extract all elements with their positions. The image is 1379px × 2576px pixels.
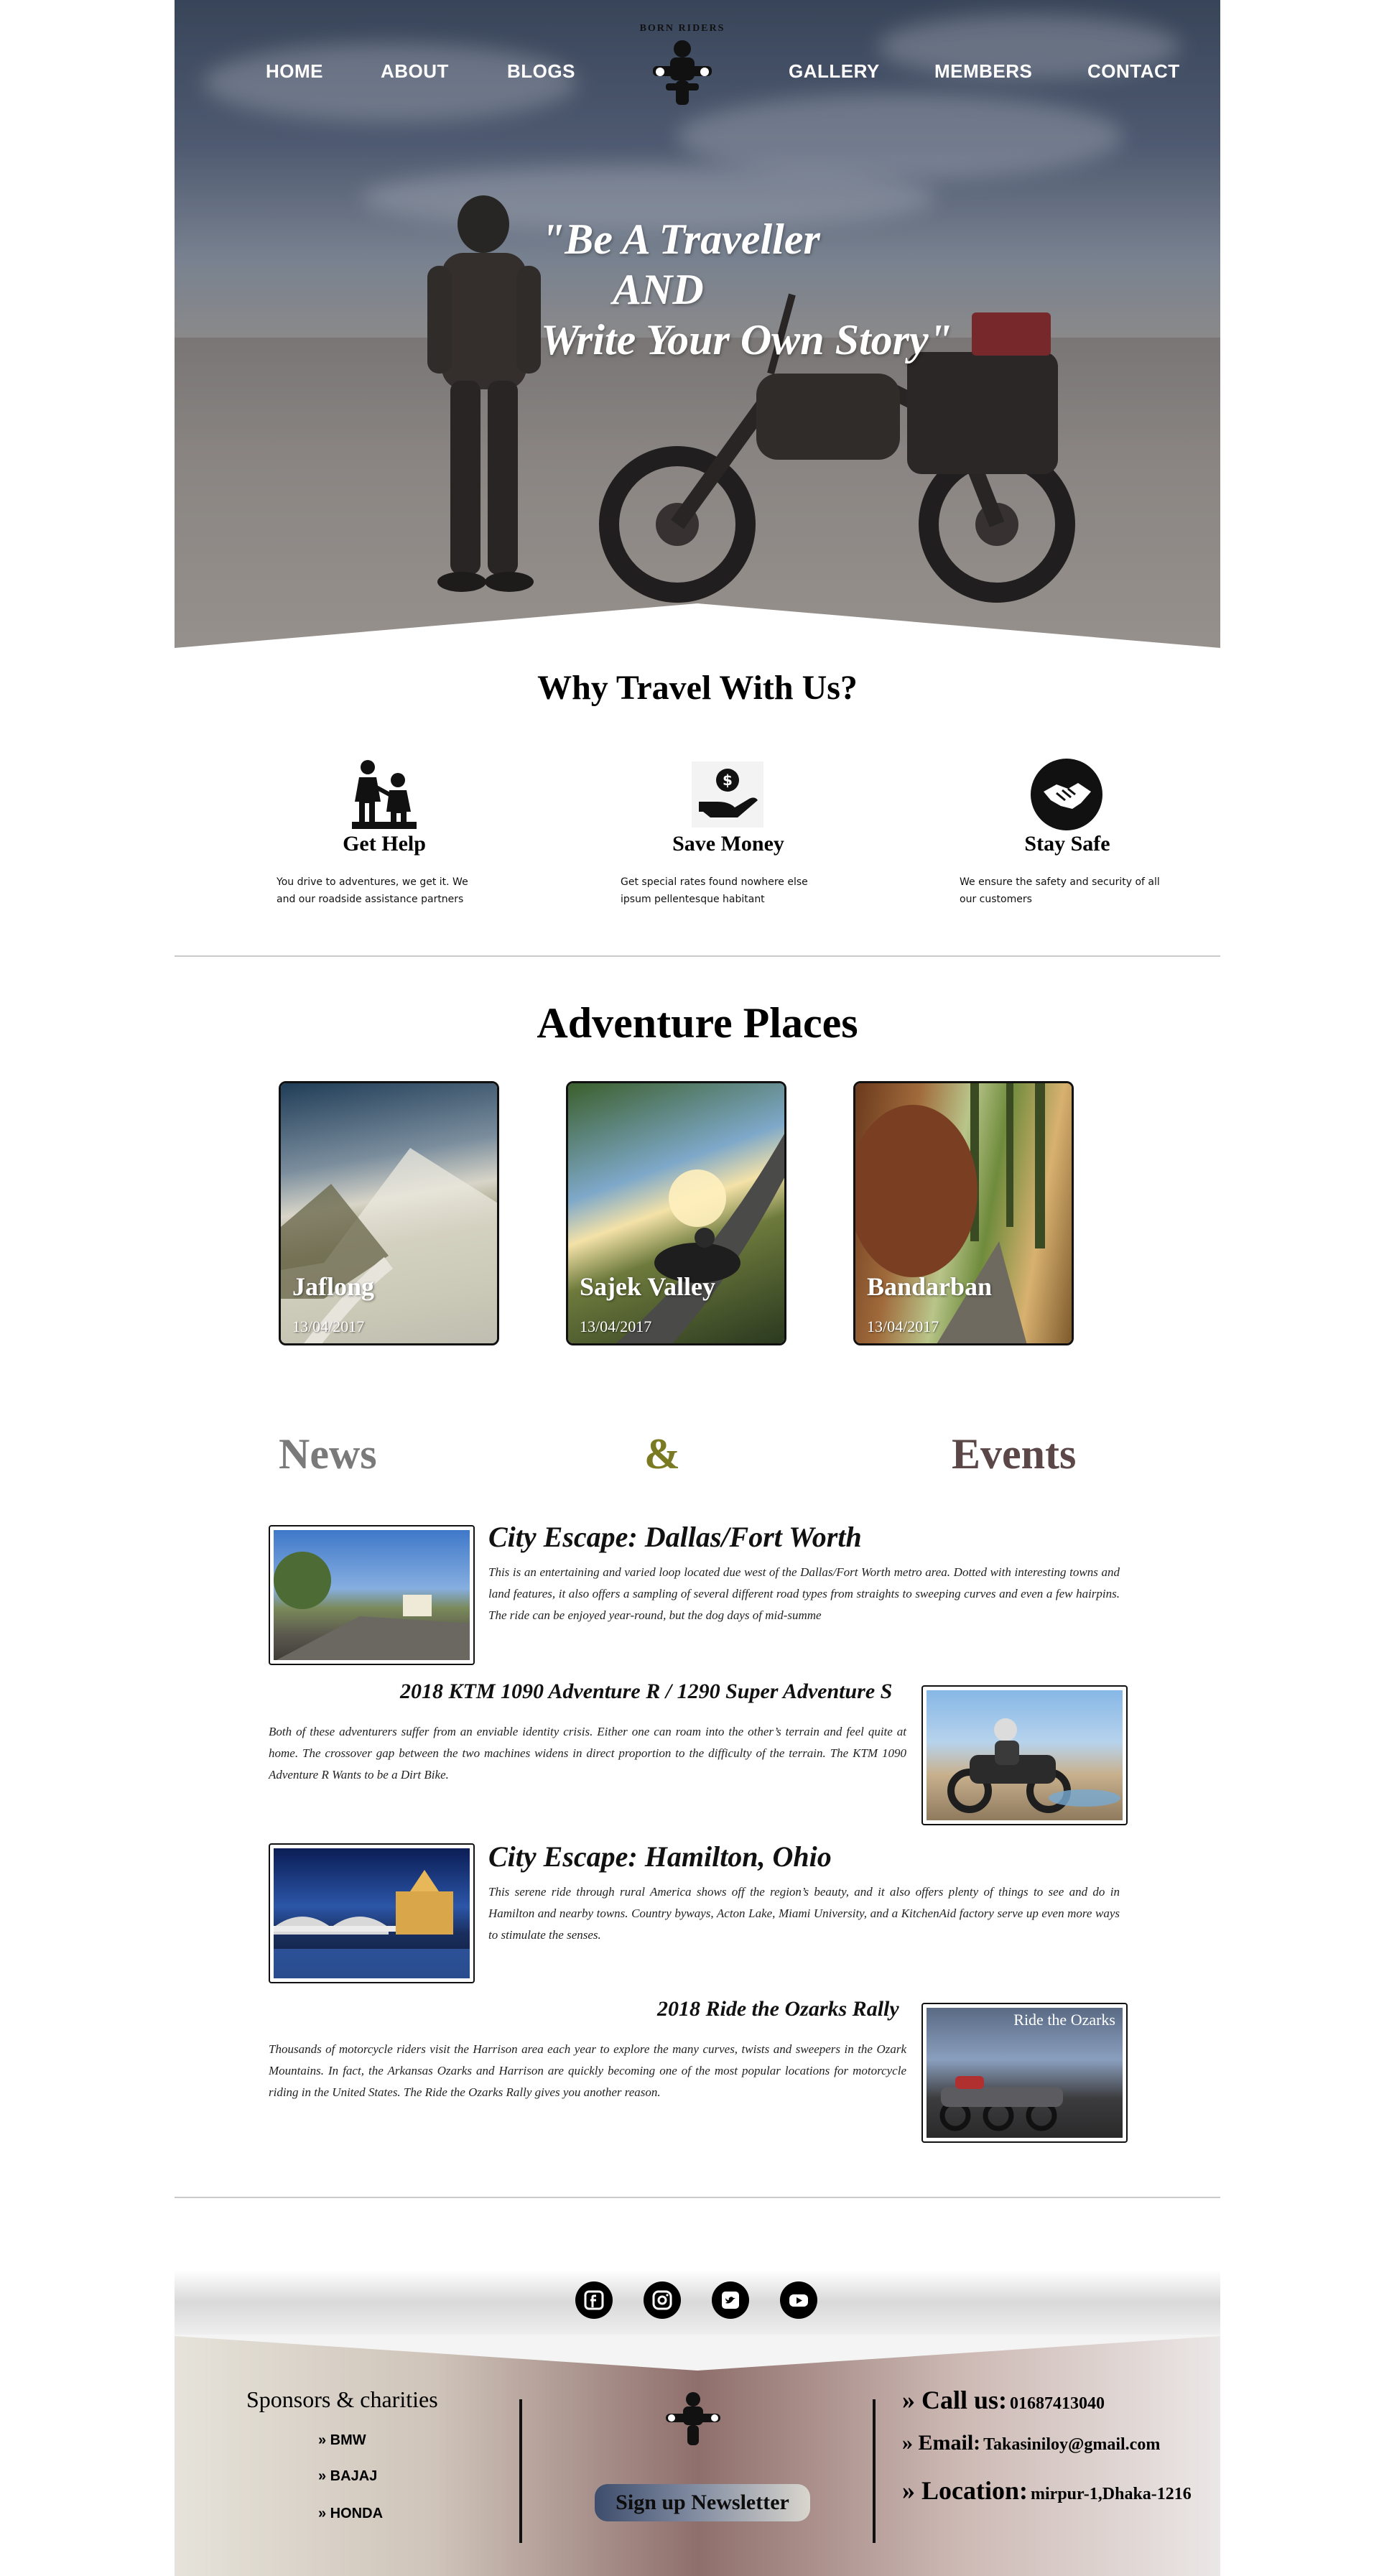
news-title[interactable]: City Escape: Dallas/Fort Worth [488, 1521, 862, 1553]
hero-quote-line-3: Write Your Own Story" [541, 316, 952, 363]
section-divider [175, 2197, 1220, 2198]
location-label: » Location: [902, 2476, 1028, 2505]
place-name: Sajek Valley [580, 1272, 716, 1301]
news-image-hamilton[interactable] [269, 1843, 475, 1983]
social-band [175, 2270, 1220, 2342]
sponsor-link-honda[interactable]: » HONDA [318, 2506, 384, 2521]
nav-blogs[interactable]: BLOGS [507, 60, 575, 82]
sponsors-title: Sponsors & charities [246, 2386, 438, 2412]
news-text: This serene ride through rural America shows off the region’s beauty, and it also offers plenty of things to see and do in Hamilton and nearby towns. Country byways, Acton Lake, Miami University, and a KitchenAid factory serve up even more ways to stimulate the senses. [488, 1885, 1120, 1942]
location-value: mirpur-1,Dhaka-1216 [1031, 2485, 1192, 2503]
handshake-icon [1028, 759, 1105, 830]
place-image [855, 1083, 1072, 1343]
place-image [281, 1083, 497, 1343]
email-value[interactable]: Takasiniloy@gmail.com [983, 2435, 1161, 2454]
contact-email [902, 2431, 1160, 2455]
news-image-ktm[interactable] [921, 1685, 1128, 1825]
news-heading-events: Events [952, 1430, 1077, 1478]
nav-about[interactable]: ABOUT [381, 60, 449, 82]
hero-quote [541, 214, 952, 365]
svg-text:$: $ [723, 772, 733, 789]
place-card-sajek-valley[interactable] [566, 1081, 786, 1345]
sponsor-link-bajaj[interactable]: » BAJAJ [318, 2468, 378, 2484]
site-footer [175, 2335, 1220, 2576]
nav-home[interactable]: HOME [266, 60, 323, 82]
feature-title: Get Help [343, 832, 426, 856]
place-card-jaflong[interactable] [279, 1081, 499, 1345]
email-label: » Email: [902, 2431, 981, 2455]
newsletter-signup-button[interactable]: Sign up Newsletter [595, 2484, 810, 2521]
news-heading-amp: & [644, 1430, 680, 1478]
hero-quote-line-1: "Be A Traveller [541, 216, 820, 263]
news-text: This is an entertaining and varied loop located due west of the Dallas/Fort Worth metro area. Dotted with interesting towns and land features, it also offers a sampling of several different road types from straights to sweeping curves and even a few hairpins. The ride can be enjoyed year-round, but the dog days of mid-summe [488, 1565, 1120, 1622]
news-image-ozarks[interactable] [921, 2003, 1128, 2143]
feature-title: Save Money [672, 832, 784, 856]
brand-logo[interactable] [628, 22, 736, 111]
news-title[interactable]: 2018 KTM 1090 Adventure R / 1290 Super Adventure S [400, 1680, 893, 1703]
place-name: Jaflong [292, 1272, 375, 1301]
nav-gallery[interactable]: GALLERY [789, 60, 880, 82]
adventure-title: Adventure Places [537, 999, 858, 1047]
news-heading-news: News [279, 1430, 377, 1478]
news-title[interactable]: 2018 Ride the Ozarks Rally [657, 1997, 899, 2021]
feature-desc: We ensure the safety and security of all our customers [960, 876, 1160, 905]
feature-desc: You drive to adventures, we get it. We and our roadside assistance partners [277, 876, 468, 905]
instagram-icon[interactable] [644, 2281, 681, 2319]
contact-call [902, 2385, 1105, 2415]
footer-divider [873, 2399, 876, 2543]
place-name: Bandarban [867, 1272, 993, 1301]
nav-contact[interactable]: CONTACT [1087, 60, 1180, 82]
place-date: 13/04/2017 [580, 1317, 652, 1335]
place-date: 13/04/2017 [867, 1317, 939, 1335]
money-hand-icon [689, 759, 766, 830]
help-people-icon [345, 759, 422, 830]
place-card-bandarban[interactable] [853, 1081, 1074, 1345]
motorbike-logo-icon [657, 2389, 729, 2447]
footer-divider [519, 2399, 522, 2543]
hero-banner [175, 0, 1220, 654]
ozarks-poster-text: Ride the Ozarks [1013, 2011, 1115, 2029]
place-image [568, 1083, 784, 1343]
contact-location [902, 2475, 1192, 2506]
call-value[interactable]: 01687413040 [1010, 2394, 1105, 2413]
why-title: Why Travel With Us? [537, 669, 858, 707]
feature-title: Stay Safe [1024, 832, 1110, 856]
nav-members[interactable]: MEMBERS [934, 60, 1033, 82]
sponsor-link-bmw[interactable]: » BMW [318, 2432, 366, 2448]
youtube-icon[interactable] [780, 2281, 817, 2319]
section-divider [175, 955, 1220, 957]
news-text: Thousands of motorcycle riders visit the Harrison area each year to explore the many curves, twists and sweepers in the Ozark Mountains. In fact, the Arkansas Ozarks and Harrison are quickly becoming one of the most popular locations for motorcycle riding in the United States. The Ride the Ozarks Rally gives you another reason. [269, 2042, 906, 2099]
news-title[interactable]: City Escape: Hamilton, Ohio [488, 1840, 832, 1873]
feature-desc: Get special rates found nowhere else ipsum pellentesque habitant [621, 876, 808, 905]
page [175, 0, 1220, 2576]
twitter-icon[interactable] [712, 2281, 749, 2319]
motorbike-logo-icon [649, 36, 716, 108]
call-label: » Call us: [902, 2386, 1008, 2414]
facebook-icon[interactable] [575, 2281, 613, 2319]
place-date: 13/04/2017 [292, 1317, 365, 1335]
news-image-dallas[interactable] [269, 1525, 475, 1665]
logo-text: BORN RIDERS [639, 23, 725, 34]
hero-quote-line-2: AND [613, 266, 704, 313]
news-text: Both of these adventurers suffer from an enviable identity crisis. Either one can roam into the other’s terrain and feel quite at home. The crossover gap between the two machines widens in direct proportion to the difficulty of the terrain. The KTM 1090 Adventure R Wants to be a Dirt Bike. [269, 1725, 906, 1782]
